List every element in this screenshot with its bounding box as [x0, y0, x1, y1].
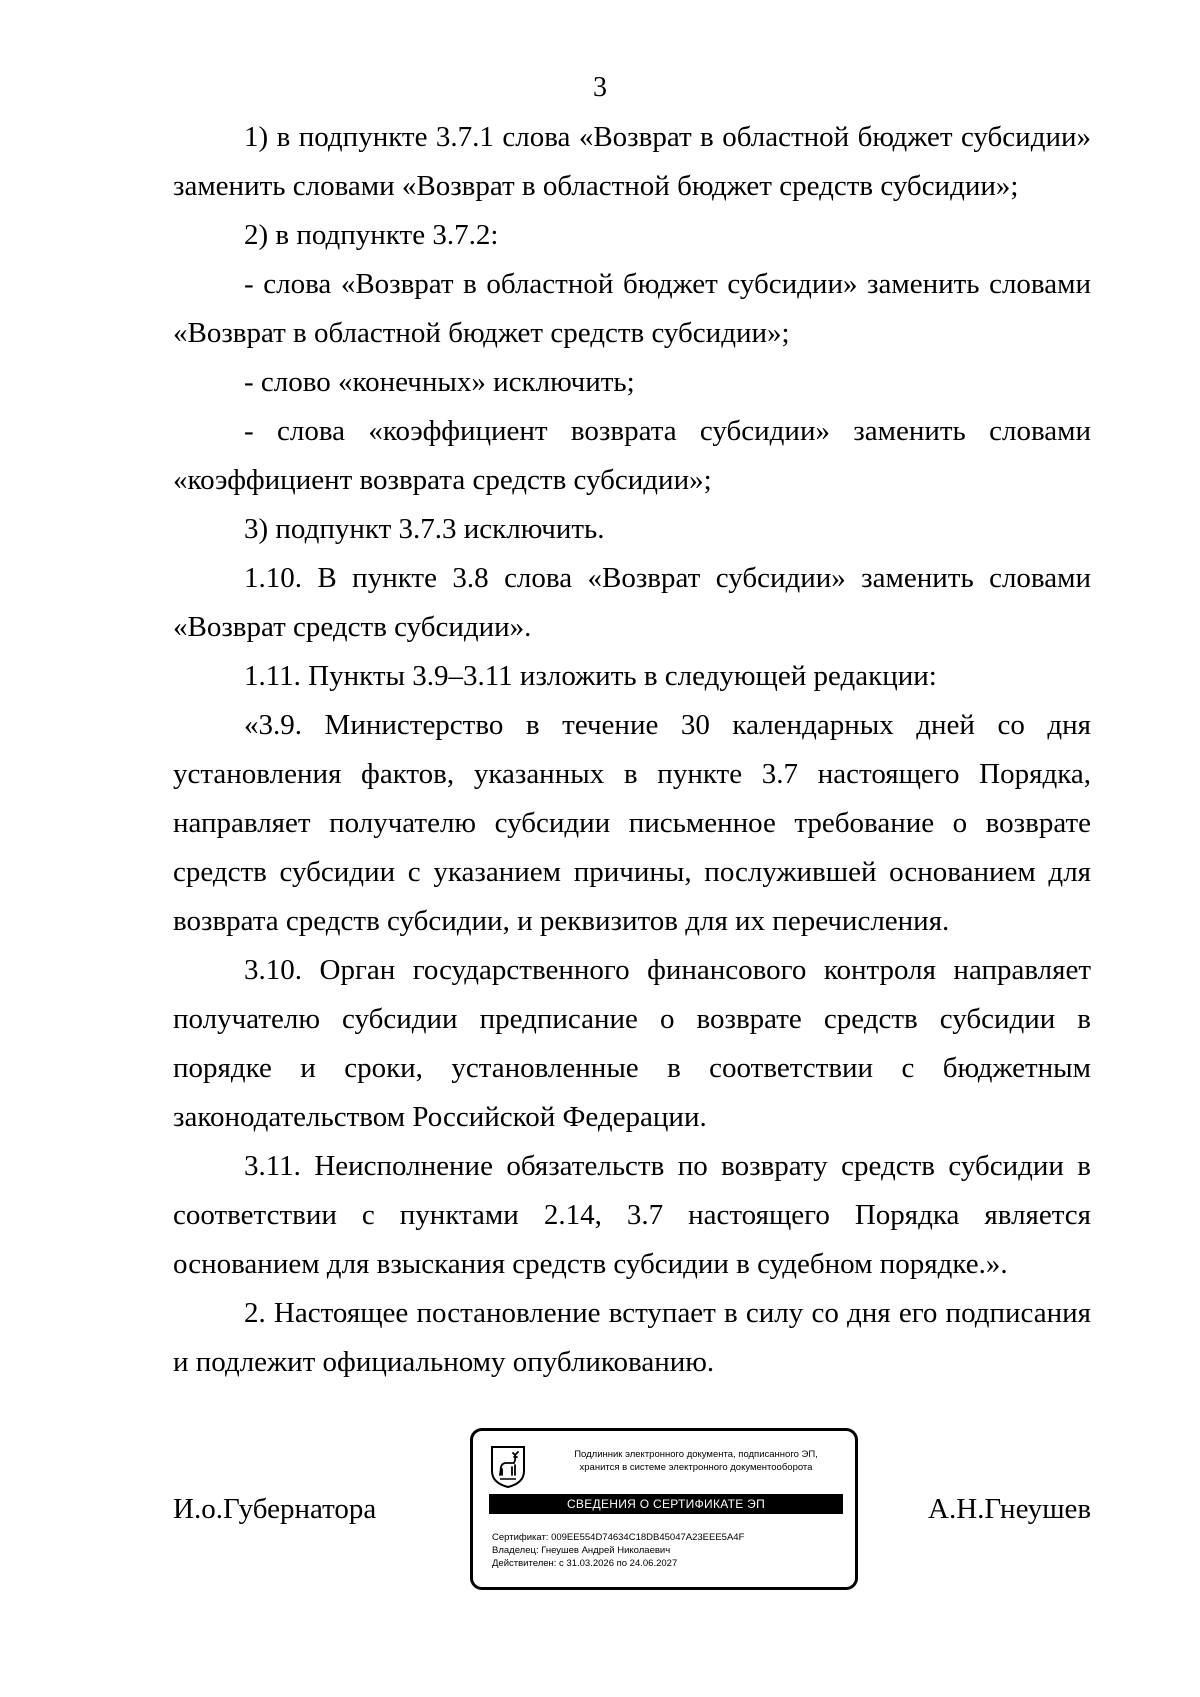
stamp-note [537, 1448, 855, 1474]
stamp-note-line-1: Подлинник электронного документа, подписанного ЭП, [574, 1449, 818, 1460]
paragraph-dash-2: - слово «конечных» исключить; [244, 366, 635, 398]
certificate-validity: Действителен: с 31.03.2026 по 24.06.2027 [492, 1558, 678, 1569]
certificate-details [492, 1531, 848, 1570]
paragraph-dash-3: - слова «коэффициент возврата субсидии» заменить словами «коэффициент возврата средств субсидии»; [173, 415, 1091, 496]
paragraph-clause-3-9: «3.9. Министерство в течение 30 календарных дней со дня установления фактов, указанных в пункте 3.7 настоящего Порядка, направляет получателю субсидии письменное требование о возврате средств субсидии с указанием причины, послужившей основанием для возврата средств субсидии, и реквизитов для их перечисления. [173, 709, 1091, 937]
electronic-signature-stamp [470, 1428, 858, 1590]
paragraph-clause-3-11: 3.11. Неисполнение обязательств по возврату средств субсидии в соответствии с пунктами 2.14, 3.7 настоящего Порядка является основанием для взыскания средств субсидии в судебном порядке.». [173, 1150, 1091, 1280]
paragraph-item-1-11: 1.11. Пункты 3.9–3.11 изложить в следующей редакции: [244, 660, 937, 692]
certificate-owner: Владелец: Гнеушев Андрей Николаевич [492, 1545, 671, 1556]
paragraph-clause-3-10: 3.10. Орган государственного финансового контроля направляет получателю субсидии предписание о возврате средств субсидии в порядке и сроки, установленные в соответствии с бюджетным законодательством Российской Федерации. [173, 954, 1091, 1133]
stamp-note-line-2: хранится в системе электронного документооборота [579, 1462, 813, 1473]
document-body [173, 113, 1091, 1387]
signatory-name: А.Н.Гнеушев [928, 1493, 1092, 1525]
paragraph-dash-1: - слова «Возврат в областной бюджет субсидии» заменить словами «Возврат в областной бюджет средств субсидии»; [173, 268, 1091, 349]
paragraph-subitem-1: 1) в подпункте 3.7.1 слова «Возврат в областной бюджет субсидии» заменить словами «Возврат в областной бюджет средств субсидии»; [173, 121, 1091, 202]
paragraph-item-2: 2. Настоящее постановление вступает в силу со дня его подписания и подлежит официальному опубликованию. [173, 1297, 1091, 1378]
paragraph-subitem-3: 3) подпункт 3.7.3 исключить. [244, 513, 605, 545]
signature-position: И.о.Губернатора [173, 1493, 377, 1525]
certificate-serial: Сертификат: 009EE554D74634C18DB45047A23EEE5A4F [492, 1532, 745, 1543]
paragraph-subitem-2: 2) в подпункте 3.7.2: [244, 219, 499, 251]
certificate-header: СВЕДЕНИЯ О СЕРТИФИКАТЕ ЭП [489, 1494, 843, 1514]
paragraph-item-1-10: 1.10. В пункте 3.8 слова «Возврат субсидии» заменить словами «Возврат средств субсидии». [173, 562, 1091, 643]
coat-of-arms-deer-icon [490, 1445, 526, 1489]
page-number: 3 [593, 72, 607, 103]
